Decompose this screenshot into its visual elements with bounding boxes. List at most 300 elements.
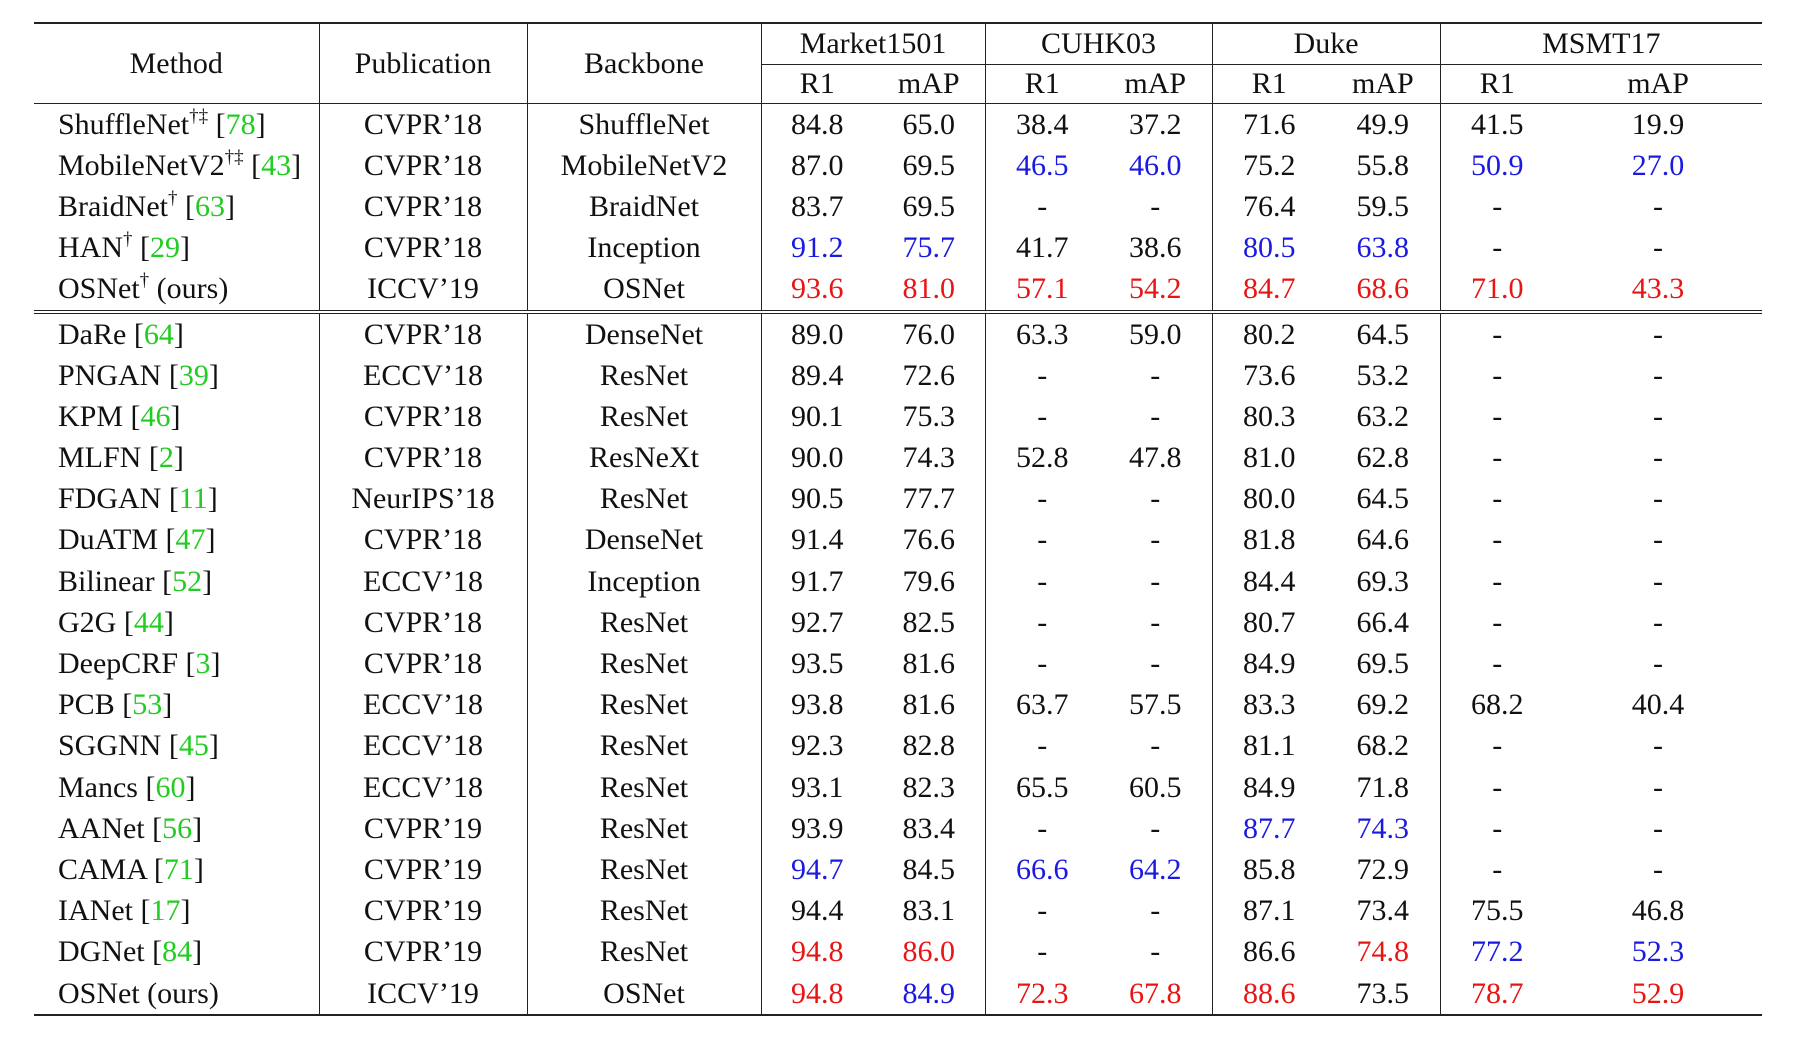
method-name: HAN [58,231,123,265]
citation-link[interactable]: 47 [175,523,206,557]
score-cell: - [1099,932,1212,973]
method-cell: DeepCRF [3] [34,643,319,684]
score-cell: 41.7 [1016,231,1069,265]
method-marker: † [139,270,150,292]
backbone-cell: Inception [527,561,761,602]
score-cell: 77.2 [1471,935,1524,969]
score-cell: - [1037,482,1048,516]
backbone-cell: ResNet [527,643,761,684]
score-cell: - [1492,811,1503,845]
publication-cell: CVPR’18 [319,228,527,269]
method-name: ShuffleNet [58,107,190,141]
score-cell: 90.0 [791,441,844,475]
header-publication: Publication [319,23,527,104]
header-dataset-msmt17: MSMT17 [1440,23,1762,65]
score-cell: 71.8 [1326,767,1440,808]
score-cell: 76.4 [1243,189,1296,223]
score-cell: 93.8 [791,688,844,722]
score-cell: 60.5 [1099,767,1212,808]
method-cell: DaRe [64] [34,312,319,355]
score-cell: 91.4 [791,523,844,557]
score-cell: 75.2 [1243,148,1296,182]
header-metric-r1: R1 [1440,65,1554,104]
publication-cell: CVPR’18 [319,145,527,186]
header-dataset-duke: Duke [1212,23,1440,65]
score-cell: 69.5 [1326,643,1440,684]
score-cell: - [1653,770,1664,804]
publication-cell: CVPR’18 [319,438,527,479]
method-name: OSNet [58,272,140,306]
score-cell: - [1037,564,1048,598]
score-cell: 63.2 [1326,396,1440,437]
backbone-cell: ResNet [527,808,761,849]
score-cell: - [1492,482,1503,516]
backbone-cell: ResNet [527,849,761,890]
score-cell: 82.8 [873,726,985,767]
score-cell: 62.8 [1326,438,1440,479]
score-cell: 47.8 [1099,438,1212,479]
backbone-cell: OSNet [527,973,761,1015]
results-table-container [34,22,1762,1016]
score-cell: 68.6 [1326,269,1440,312]
score-cell: - [1653,358,1664,392]
score-cell: 76.0 [873,312,985,355]
score-cell: 49.9 [1326,104,1440,146]
method-cell: BraidNet† [63] [34,186,319,227]
score-cell: - [1653,647,1664,681]
method-cell: ShuffleNet†‡ [78] [34,104,319,146]
table-row [34,932,1762,973]
score-cell: - [1492,399,1503,433]
header-metric-r1: R1 [1212,65,1326,104]
citation-link[interactable]: 44 [133,605,164,639]
method-cell [34,973,319,1015]
publication-cell: ECCV’18 [319,355,527,396]
method-cell: G2G [44] [34,602,319,643]
score-cell: 73.4 [1326,891,1440,932]
score-cell: 78.7 [1440,973,1554,1015]
results-body [34,104,1762,1016]
table-row [34,438,1762,479]
header-metric-map: mAP [1326,65,1440,104]
citation-link[interactable]: 84 [162,935,193,969]
score-cell: 67.8 [1099,973,1212,1015]
method-name: OSNet [58,976,140,1010]
backbone-cell: ResNet [527,479,761,520]
score-cell: 83.4 [873,808,985,849]
score-cell: - [1653,729,1664,763]
score-cell: 63.3 [985,312,1099,355]
score-cell: 80.2 [1212,312,1326,355]
table-row [34,104,1762,146]
method-name: DaRe [58,317,127,351]
score-cell: 84.4 [1243,564,1296,598]
score-cell: - [1099,891,1212,932]
score-cell: - [1492,770,1503,804]
score-cell: - [1037,729,1048,763]
score-cell: - [1653,399,1664,433]
score-cell: 66.6 [1016,852,1069,886]
score-cell: 76.6 [873,520,985,561]
score-cell: - [1037,935,1048,969]
backbone-cell: MobileNetV2 [527,145,761,186]
table-row [34,479,1762,520]
score-cell: 89.4 [791,358,844,392]
score-cell: 19.9 [1631,107,1685,141]
score-cell: 94.8 [761,973,873,1015]
score-cell: - [1440,312,1554,355]
score-cell: 69.5 [873,186,985,227]
publication-cell: CVPR’18 [319,104,527,146]
score-cell: 93.9 [791,811,844,845]
backbone-cell: ResNet [527,932,761,973]
score-cell: 80.3 [1243,399,1296,433]
score-cell: - [1492,523,1503,557]
score-cell: - [1653,811,1664,845]
table-row [34,643,1762,684]
method-cell [34,269,319,312]
score-cell: 74.3 [873,438,985,479]
method-name: CAMA [58,852,147,886]
score-cell: 93.1 [791,770,844,804]
citation-link[interactable]: 29 [150,231,180,265]
score-cell: 81.8 [1243,523,1296,557]
score-cell: - [1653,482,1664,516]
method-name: MobileNetV2 [58,148,225,182]
score-cell: 94.8 [791,935,844,969]
score-cell: 93.5 [791,647,844,681]
backbone-cell: ResNeXt [527,438,761,479]
score-cell: 83.7 [791,189,844,223]
method-cell: MLFN [2] [34,438,319,479]
score-cell: 27.0 [1631,148,1685,182]
backbone-cell: DenseNet [527,312,761,355]
score-cell: 46.0 [1099,145,1212,186]
score-cell: 84.8 [791,107,844,141]
backbone-cell: ResNet [527,726,761,767]
method-name: AANet [58,811,145,845]
score-cell: - [1653,564,1664,598]
method-cell: DGNet [84] [34,932,319,973]
publication-cell: CVPR’18 [319,643,527,684]
publication-cell: CVPR’19 [319,849,527,890]
method-cell: DuATM [47] [34,520,319,561]
ours-label: (ours) [147,976,219,1010]
score-cell: 46.8 [1631,894,1685,928]
citation-link[interactable]: 3 [195,647,211,681]
table-row [34,849,1762,890]
citation-link[interactable]: 53 [132,688,163,722]
score-cell: - [1653,605,1664,639]
score-cell: 84.5 [873,849,985,890]
method-name: IANet [58,894,133,928]
score-cell: 64.5 [1326,312,1440,355]
score-cell: 54.2 [1099,269,1212,312]
score-cell: 91.2 [791,231,844,265]
score-cell: 80.0 [1243,482,1296,516]
publication-cell: CVPR’19 [319,932,527,973]
score-cell: 72.6 [873,355,985,396]
citation-link[interactable]: 43 [261,148,292,182]
score-cell: 92.3 [791,729,844,763]
table-row [34,228,1762,269]
score-cell: 72.3 [985,973,1099,1015]
method-name: DeepCRF [58,647,178,681]
citation-link[interactable]: 63 [194,189,225,223]
header-metric-r1: R1 [761,65,873,104]
publication-cell: ECCV’18 [319,726,527,767]
citation-link[interactable]: 45 [178,729,209,763]
publication-cell: CVPR’19 [319,891,527,932]
score-cell: 63.8 [1326,228,1440,269]
method-name: Bilinear [58,564,155,598]
score-cell: 73.5 [1326,973,1440,1015]
publication-cell: ECCV’18 [319,685,527,726]
publication-cell: CVPR’19 [319,808,527,849]
score-cell: 86.0 [873,932,985,973]
publication-cell: CVPR’18 [319,186,527,227]
backbone-cell: OSNet [527,269,761,312]
score-cell: 81.6 [873,685,985,726]
score-cell: 75.7 [873,228,985,269]
score-cell: - [1099,396,1212,437]
score-cell: 75.3 [873,396,985,437]
score-cell: 71.0 [1440,269,1554,312]
score-cell: - [1653,852,1664,886]
score-cell: 57.1 [985,269,1099,312]
score-cell: 72.9 [1326,849,1440,890]
score-cell: 64.6 [1326,520,1440,561]
method-name: PCB [58,688,115,722]
backbone-cell: ResNet [527,891,761,932]
score-cell: - [1653,189,1664,223]
score-cell: 68.2 [1326,726,1440,767]
score-cell: - [1099,561,1212,602]
score-cell: 82.5 [873,602,985,643]
citation-link[interactable]: 78 [225,107,256,141]
score-cell: 41.5 [1471,107,1524,141]
citation-link[interactable]: 52 [172,564,203,598]
header-method: Method [34,23,319,104]
score-cell: 85.8 [1243,852,1296,886]
table-row [34,312,1762,355]
table-row [34,973,1762,1015]
method-name: DuATM [58,523,159,557]
backbone-cell: ResNet [527,602,761,643]
score-cell: 40.4 [1631,688,1685,722]
score-cell: 38.6 [1099,228,1212,269]
score-cell: 91.7 [791,564,844,598]
header-metric-r1: R1 [985,65,1099,104]
score-cell: - [1099,643,1212,684]
score-cell: - [1099,726,1212,767]
score-cell: - [1492,647,1503,681]
publication-cell: ICCV’19 [319,973,527,1015]
score-cell: 80.5 [1243,231,1296,265]
score-cell: 52.9 [1554,973,1762,1015]
method-name: Mancs [58,770,138,804]
method-marker: †‡ [224,146,244,168]
table-row [34,602,1762,643]
score-cell: 89.0 [761,312,873,355]
backbone-cell: BraidNet [527,186,761,227]
score-cell: 59.5 [1326,186,1440,227]
method-marker: † [167,187,178,209]
backbone-cell: ShuffleNet [527,104,761,146]
score-cell: - [1037,358,1048,392]
score-cell: 66.4 [1326,602,1440,643]
table-row [34,685,1762,726]
table-row [34,767,1762,808]
score-cell: 37.2 [1099,104,1212,146]
method-cell: IANet [17] [34,891,319,932]
citation-link[interactable]: 11 [178,482,208,516]
score-cell: 75.5 [1471,894,1524,928]
citation-link[interactable]: 2 [158,441,174,475]
header-metric-map: mAP [873,65,985,104]
score-cell: 69.2 [1326,685,1440,726]
score-cell: - [1037,523,1048,557]
score-cell: 80.7 [1243,605,1296,639]
score-cell: - [1492,358,1503,392]
table-row [34,726,1762,767]
method-marker: † [123,229,133,251]
table-row [34,355,1762,396]
method-cell: Bilinear [52] [34,561,319,602]
score-cell: 92.7 [791,605,844,639]
method-cell: Mancs [60] [34,767,319,808]
table-row [34,891,1762,932]
publication-cell: ICCV’19 [319,269,527,312]
score-cell: - [1037,894,1048,928]
publication-cell: ECCV’18 [319,767,527,808]
score-cell: - [1037,811,1048,845]
score-cell: - [1099,355,1212,396]
backbone-cell: ResNet [527,767,761,808]
score-cell: 90.1 [791,399,844,433]
method-marker: †‡ [189,105,209,127]
method-name: KPM [58,399,124,433]
score-cell: 88.6 [1212,973,1326,1015]
table-row [34,561,1762,602]
backbone-cell: Inception [527,228,761,269]
score-cell: 64.2 [1099,849,1212,890]
score-cell: 90.5 [791,482,844,516]
header-backbone: Backbone [527,23,761,104]
method-cell: PCB [53] [34,685,319,726]
method-cell: HAN† [29] [34,228,319,269]
publication-cell: ECCV’18 [319,561,527,602]
method-name: G2G [58,605,117,639]
backbone-cell: ResNet [527,396,761,437]
publication-cell: CVPR’18 [319,520,527,561]
score-cell: 65.0 [873,104,985,146]
score-cell: 83.1 [873,891,985,932]
citation-link[interactable]: 64 [143,317,174,351]
score-cell: - [1037,647,1048,681]
score-cell: - [1653,231,1664,265]
score-cell: 94.4 [791,894,844,928]
score-cell: 87.7 [1243,811,1296,845]
score-cell: - [1492,729,1503,763]
score-cell: 83.3 [1243,688,1296,722]
header-metric-map: mAP [1099,65,1212,104]
score-cell: - [1554,312,1762,355]
table-row [34,145,1762,186]
table-row [34,269,1762,312]
header-metric-map: mAP [1554,65,1762,104]
score-cell: 69.5 [873,145,985,186]
table-row [34,186,1762,227]
score-cell: 81.0 [1243,441,1296,475]
method-cell: MobileNetV2†‡ [43] [34,145,319,186]
score-cell: 46.5 [1016,148,1069,182]
score-cell: - [1037,189,1048,223]
score-cell: - [1492,605,1503,639]
method-cell: PNGAN [39] [34,355,319,396]
score-cell: 64.5 [1326,479,1440,520]
citation-link[interactable]: 60 [155,770,186,804]
ours-label: (ours) [156,272,229,306]
score-cell: 86.6 [1243,935,1296,969]
score-cell: 81.0 [873,269,985,312]
citation-link[interactable]: 46 [140,399,171,433]
score-cell: 84.9 [1243,770,1296,804]
score-cell: - [1099,186,1212,227]
method-name: DGNet [58,935,145,969]
method-cell: FDGAN [11] [34,479,319,520]
score-cell: 84.9 [1243,647,1296,681]
score-cell: 74.8 [1326,932,1440,973]
table-row [34,396,1762,437]
score-cell: 53.2 [1326,355,1440,396]
score-cell: - [1492,564,1503,598]
citation-link[interactable]: 39 [178,358,209,392]
method-name: MLFN [58,441,142,475]
score-cell: - [1099,602,1212,643]
score-cell: 87.0 [791,148,844,182]
score-cell: 38.4 [1016,107,1069,141]
method-cell: CAMA [71] [34,849,319,890]
score-cell: 87.1 [1243,894,1296,928]
citation-link[interactable]: 56 [162,811,193,845]
score-cell: 74.3 [1326,808,1440,849]
method-cell: AANet [56] [34,808,319,849]
score-cell: 52.3 [1631,935,1685,969]
backbone-cell: DenseNet [527,520,761,561]
publication-cell: NeurIPS’18 [319,479,527,520]
citation-link[interactable]: 71 [163,852,194,886]
method-name: FDGAN [58,482,162,516]
score-cell: - [1037,399,1048,433]
score-cell: - [1099,520,1212,561]
score-cell: 79.6 [873,561,985,602]
publication-cell: CVPR’18 [319,602,527,643]
score-cell: 77.7 [873,479,985,520]
score-cell: 81.1 [1243,729,1296,763]
score-cell: 55.8 [1326,145,1440,186]
method-name: SGGNN [58,729,162,763]
score-cell: 84.7 [1212,269,1326,312]
citation-link[interactable]: 17 [150,894,181,928]
score-cell: 59.0 [1099,312,1212,355]
score-cell: - [1037,605,1048,639]
header-dataset-cuhk03: CUHK03 [985,23,1212,65]
table-row [34,520,1762,561]
score-cell: 93.6 [761,269,873,312]
score-cell: 65.5 [1016,770,1069,804]
score-cell: 71.6 [1243,107,1296,141]
